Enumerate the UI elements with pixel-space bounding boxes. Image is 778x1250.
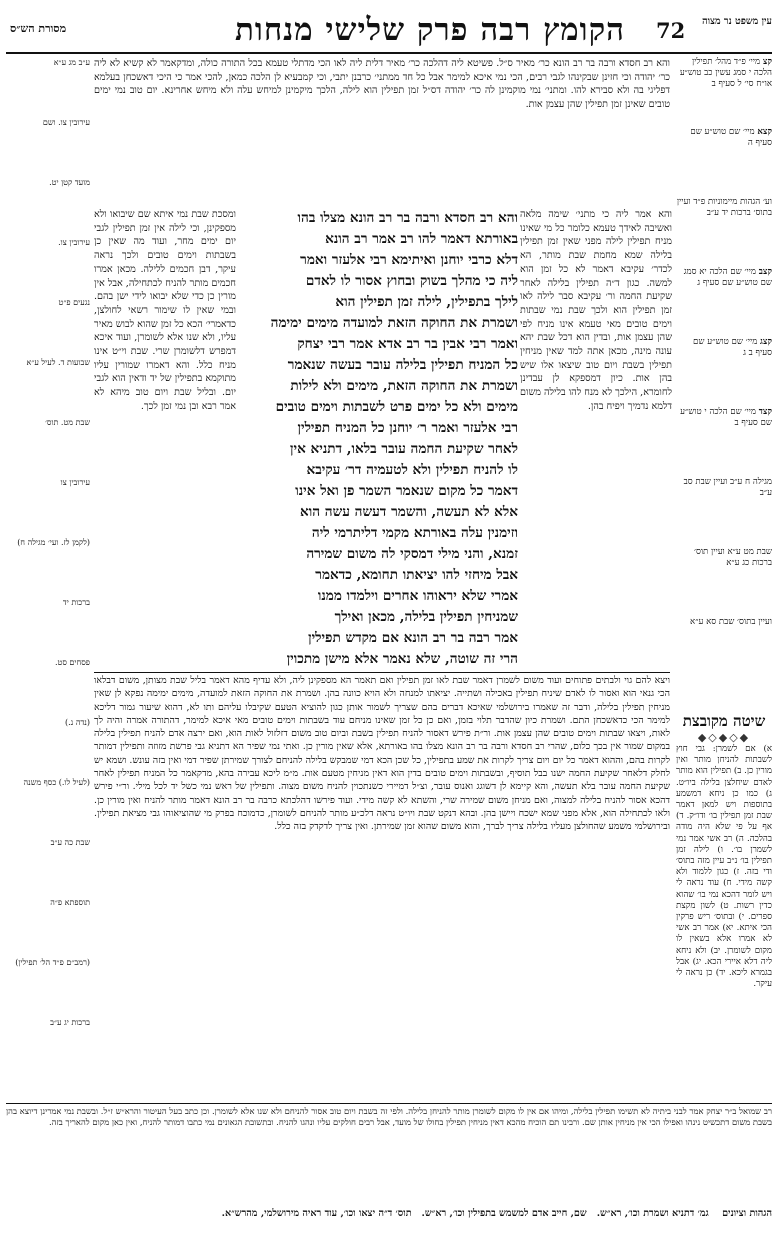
- tosafot-column-text: ומסכת שבת נמי איתא שם שיבואו ולא מספקינן, וכי לילה אין זמן תפילין לגבי יום ימים מחר, ועוד מה שאין כן בשבתות וימים טובים ולכך נראה עיקר, דבן חכמים ללילה. מכאן אמרו חכמים מותר להניח לכתחילה, אבל אין מורין כן כדי שלא יבואו לידי ישן בהם. ובמי שאין לו שימור רשאי לחולצן, כדאמרי׳ הכא כל זמן שהוא לבוש מאיר עליו, ולא שנו אלא לשומרן, ועוד איכא דמפרש דלשומרן שרי. שבת וי״ט אינו מניח כלל. והא דאמרו שמורין עליו מתוקמא בתפילין של יד ודאין הוא לגבי יום. ובליל שבת ויום טוב מיהא לא אמר רבא ובן נמי זמן לכך.: [94, 209, 236, 412]
- bottom-notes: רב שמואל ב״ר יצחק אמר לבני ביתיה לא תשימו תפילין בלילה, ומיהו אם אין לו מקום לשומרן מותר להניחן בלילה. ולפי זה בשבת ויום טוב אסור להניחם ולא שנו אלא לשומרן. וכן כתב בעל העיטור והרא״ש ז״ל. ובשבת נמי אמרינן דיוצא בהן בשבת משום דתכשיט נינהו ואפילו הכי אין מניחין אותן שם. ורבינו תם הוכיח מהכא דאין מניחין תפילין בחולו של מועד, אבל רבים חולקים עליו ונהגו להניח. ובתשובת הגאונים נמי כתבו דמותר להניח, ואין כאן מקום להאריך בזה.: [6, 1106, 772, 1127]
- masoret-reference: ברכות יד: [62, 598, 90, 607]
- header-rule: [6, 52, 772, 54]
- gemara-line: לו להניח תפילין ולא לטעמיה דר׳ עקיבא: [306, 462, 518, 478]
- masoret-reference: (לעיל לו.) כסף משנה: [23, 778, 90, 787]
- gemara-line: רבי אלעזר ואמר ר׳ יוחנן כל המניח תפילין: [297, 420, 518, 436]
- ein-mishpat-text: מגילה ח ע״ב ועיין שבת סב ע״ב: [683, 477, 772, 499]
- hagahot-footer: [6, 1208, 772, 1219]
- ein-mishpat-entry: [676, 617, 772, 628]
- ein-mishpat-code: קצב: [758, 267, 772, 277]
- lower-commentary-text: ויצא להם גוי ולבתים פתוחים ועוד משום לשמרן דאמר שבת לאו זמן תפילין ואם תאמר הא מספקינן ליה, ולא עדיף מהא דאמר בליל שבת מצותן, משום דבלאו הכי גנאי הוא ואסור לו לאדם שיניח תפילין באכילה ושתייה. יציאתו למנחה ולא הויא כוונה בהן. ושמרת את החוקה הזאת למועדה, מימים ימימה נפקא לן שאין מניחין תפילין בלילה, ודבר זה שאמרו בירושלמי שאיכא דברים בהם שצריך לשמור אותן כגון להוציא הטעם שקיבלו עליהם ותו לא, דהוא שיעור גמור דליכא למימר הכי כדאשכחן התם. ושמרת כיון שהדבר תלוי בזמן, ואם כן כל זמן שאינו מניחם עוד בשבתות וימים טובים מאי איכא למימר, דהתורה אמרה והיה לך לאות, ויצאו שבתות וימים טובים שהן עצמן אות. ור״ת פירש דאסור להניח תפילין בשבת וביום טוב משום דזלזול לאות הוא, ואם ירצה אדם להניח תפילין בלילה במקום שמור אין בכך כלום, שהרי רב חסדא ורבה בר רב הונא מצלו בהו באורתא, אלא שאין מורין כן. ואתי נמי שפיר הא דתניא גבי פרשת מזוזה ותפילין דמותר לקרות בהם, וההוא דאמר כל יום ויום צריך לקרות את שמע בתפילין, כל שכן הכא דמי שמבקש בלילה להניחם לצורך שמירתן שפיר דמי ואין בזה עונש. ושמא יש לחלק דלאחר שקיעת החמה ישנו בבל תוסיף, ובשבתות וימים טובים בדין הוא דאין מניחין מטעם אות. מ״מ ליכא עבירה בהא, מדקאמר כל המניח תפילין לאחר שקיעת החמה עובר בלא תעשה, והא קיימא לן דשוגג ואנוס עובר, וצ״ל דמיירי כשנתכוין להניח משום מצוה. ותפילין של ראש נמי כשל יד לכל מילי. ור״י פירש דהכא אסור להניח בלילה למצוה, ואם מניחן משום שמירה שרי, והשתא לא קשה מידי. ועוד פירשו דהלכתא כרבה בר רב הונא דאמר מותר להניח ואין מורין כן. ולאו לכתחילה הוא, אלא מפני שמא ישכח ויישן בהן. ובהא דנקט שבת ויו״ט נראה דלכ״ע מותר להניחם לשומרן, כדמוכח בפרק מי שהוציאוהו גבי מציאת תפילין. ובירושלמי משמע שהחולצן מעליו בלילה צריך לברך, והוא משום שהוא זמן שמירתן. ואין צריך לדקדק בזה כלל.: [94, 675, 670, 833]
- gemara-line: מימים ולא כל ימים פרט לשבתות וימים טובים: [275, 399, 518, 415]
- notes-divider: [6, 1103, 772, 1104]
- ein-mishpat-label: עין משפט נר מצוה: [702, 16, 772, 27]
- shita-title: שיטה מקובצת: [682, 712, 766, 730]
- rashi-column-text: והא אמר ליה כי מתני׳ שימה מלאה ואשיבה לאידך טעמא כלומר כל מי שאינו מניח תפילין לילה מפני שאין זמן תפילין בלילה שמא מחמת שבת מותר, הא לכדר׳ עקיבא דאמר לא כל זמן הוא למשה. כגון ד״ה תפילין בלילה לאחר שקיעת החמה ור׳ עקיבא סבר לילה לאו זמן תפילין הוא ולכך שבת נמי שבתות וימים טובים מאי טעמא אינו מניח לפי שהן עצמן אות, ובדין הוא דכל שבת יהא עונה מינה, מכאן אתה למד שאין מניחין תפילין בשבת ויום טוב שיצאו אלו שיש בהן אות. כיון דמספקא לן עבדינן לחומרא, הילכך לא מנח להו בלילה משום דלמא נדמיך ויפיח בהן.: [520, 209, 672, 412]
- section-divider: [94, 672, 670, 673]
- ein-mishpat-code: קצד: [758, 407, 772, 417]
- gemara-line: דלא כרבי יוחנן ואיתימא רבי אלעזר ואמר: [300, 252, 518, 268]
- masoret-reference: פסחים סט.: [54, 658, 90, 667]
- ein-mishpat-code: קצג: [760, 337, 772, 347]
- top-commentary: [94, 57, 670, 207]
- ein-mishpat-text: מיי׳ שם הלכה י טוש״ע שם סעיף ב: [680, 407, 772, 429]
- ornament-divider: ◆◇◆◇◆: [697, 731, 751, 744]
- ein-mishpat-entry: [676, 57, 772, 91]
- gemara-line: באורתא דאמר להו רב אמר רב הונא: [325, 231, 518, 247]
- ein-mishpat-entry: [676, 197, 772, 219]
- gemara-line: זמנא, והני מילי דמסקי לה משום שמירה: [306, 546, 518, 562]
- gemara-line: כל המניח תפילין בלילה עובר בעשה שנאמר: [287, 357, 518, 373]
- ein-mishpat-margin: [676, 57, 772, 707]
- gemara-line: ואמר רבי אבין בר רב אדא אמר רבי יצחק: [297, 336, 518, 352]
- gemara-line: ושמרת את החוקה הזאת למועדה מימים ימימה: [270, 315, 518, 331]
- gemara-line: ושמרת את החוקה הזאת, מימים ולא לילות: [290, 378, 518, 394]
- masoret-reference: ע״ב מג ע״א: [53, 58, 90, 67]
- ein-mishpat-entry: [676, 477, 772, 499]
- ein-mishpat-entry: [676, 547, 772, 569]
- masoret-reference: (לקמן לז. ועי׳ מגילה ח): [17, 538, 90, 547]
- masoret-reference: שבת מט. תוס׳: [45, 418, 90, 427]
- shita-mekubetzet: [676, 712, 772, 1102]
- ein-mishpat-text: מיי׳ שם טוש״ע שם סעיף ב ג: [693, 337, 772, 359]
- top-commentary-text: והא רב חסדא ורבה בר רב הונא כר׳ מאיר ס״ל. פשיטא ליה דהלכה כר׳ מאיר דלית ליה לאו הכי מדתלי טעמא בכל התורה כולה, ומדקאמר לא קשיא לא ליה כר׳ יהודה וכי חזינן שבקינהו לגבי רבים, הכי נמי איכא למימר אבל כל חד ממתני׳ כרבנן יתבי, וכי קמבעיא לן הלכה כמאן, להכי אמר כי היכי דאשכחן בעלמא דפליגי בה ולא סבירא להו. ומתני׳ נמי מוקמינן לה כר׳ יהודה דס״ל זמן תפילין הוא לילה, הלכך מיקמינן למיחש עלה ולא מיחש אחרינא. יום טוב נמי ימים טובים שאינן זמן תפילין שהן עצמן אות.: [94, 58, 670, 111]
- gemara-line: אלא לא תעשה, והשמר דעשה עשה הוא: [300, 504, 518, 520]
- gemara-line: לילך בתפילין, לילה זמן תפילין הוא: [335, 294, 518, 310]
- ein-mishpat-text: ועיין בתוס׳ שבת סא ע״א: [690, 617, 772, 627]
- gemara-line: וזימנין עלה באורתא מקמי דליתרמי ליה: [311, 525, 518, 541]
- ein-mishpat-entry: [676, 127, 772, 149]
- masoret-reference: עירובין צו: [60, 478, 90, 487]
- masoret-reference: שבת כה ע״ב: [50, 838, 90, 847]
- rashi-column: [520, 208, 672, 672]
- masoret-hashas-margin: [6, 57, 90, 1102]
- masoret-reference: (רמב״ם פ״ד הל׳ תפילין): [15, 958, 90, 967]
- ein-mishpat-text: וע׳ הגהות מיימוניות פ״ד ועיין בתוס׳ ברכות יד ע״ב: [676, 197, 772, 219]
- main-gemara-text: [238, 208, 518, 672]
- gemara-line: אבל מיחזי להו יציאתו תחומא, כדאמר: [315, 567, 518, 583]
- shita-body: א) אם לשמרן: גבי חוץ לשבתות להניחן מותר ואין מורין כן. ב) תפילין הוא מותר לאדם שיחלצן בלילה ביו״ט. ג) כמו כן ניחא דמשמע בתוספות ויש למאן דאמר שבת זמן תפילין בו׳ ודו״ק. ד) אף על פי שלא היה מודה בהלכה. ה) רב אשי אמר נמי לשמרן בו׳. ו) לילה זמן תפילין בו׳ נ״ב עיין מזה בתוס׳ ודי בזה. ז) כגון ללמוד ולא קשה מידי. ח) עוד נראה לי ויש לומר דהכא נמי בו׳ שהוא כדין רשות. ט) לשון מקצת ספרים. י) ובתוס׳ ריש פרקין הכי איתא. יא) אמר רב אשי לא אמרו אלא בשאין לו מקום לשומרן. יב) ולא ניחא ליה דלא איירי הכא. יג) אבל בגמרא ליכא. יד) כן נראה לי עיקר.: [676, 744, 772, 990]
- gemara-line: אמר רבה בר רב הונא אם מקדש תפילין: [308, 630, 518, 646]
- masoret-reference: נגעים פ״ט: [58, 298, 90, 307]
- page-title: הקומץ רבה פרק שלישי מנחות: [234, 12, 626, 48]
- ein-mishpat-entry: [676, 337, 772, 359]
- footer-note: שם, חייב אדם למשמש בתפילין וכו׳, רא״ש.: [421, 1208, 587, 1219]
- gemara-line: לאחר שקיעת החמה עובר בלאו, דתניא אין: [290, 441, 518, 457]
- masoret-reference: מועד קטן יט.: [49, 178, 90, 187]
- ein-mishpat-entry: [676, 407, 772, 429]
- ein-mishpat-text: שבת מט ע״א ועיין תוס׳ ברכות כג ע״א: [693, 547, 772, 569]
- ein-mishpat-code: קצ: [762, 57, 772, 67]
- masoret-reference: תוספתא פ״ה: [50, 898, 90, 907]
- gemara-line: ליה כי מהלך בשוק ובחוץ אסור לו לאדם: [305, 273, 518, 289]
- masoret-reference: שבועות ד. לעיל ע״א: [26, 358, 90, 367]
- footer-label: הגהות וציונים: [722, 1208, 772, 1219]
- ein-mishpat-entry: [676, 267, 772, 289]
- gemara-line: והא רב חסדא ורבה בר רב הונא מצלו בהו: [297, 210, 518, 226]
- gemara-line: הרי זה שוטה, שלא נאמר אלא מישן מתכוין: [286, 651, 518, 667]
- tosafot-column: [94, 208, 236, 672]
- ein-mishpat-code: קצא: [757, 127, 772, 137]
- ein-mishpat-text: מיי׳ פ״ד מהל׳ תפילין הלכה י סמג עשין כב טוש״ע או״ח סי׳ ל סעיף ב: [679, 57, 772, 90]
- page-number: 72: [656, 18, 686, 43]
- footer-note: גמ׳ דתניא ושמרת וכו׳, רא״ש.: [596, 1208, 709, 1219]
- lower-commentary: [94, 674, 670, 1102]
- ein-mishpat-text: מיי׳ שם טוש״ע שם סעיף ה: [690, 127, 772, 149]
- masoret-hashas-label: מסורת הש״ס: [10, 22, 67, 35]
- gemara-line: שמניחין תפילין בלילה, מכאן ואילך: [334, 609, 518, 625]
- masoret-reference: עירובין צו. ושם: [42, 118, 90, 127]
- ein-mishpat-text: מיי׳ שם הלכה יא סמג שם טוש״ע שם סעיף ג: [683, 267, 772, 289]
- footer-note: תוס׳ ד״ה יצאו וכו׳, עוד ראיה מירושלמי, מהרש״א.: [221, 1208, 412, 1219]
- masoret-reference: (נדה נ.): [65, 718, 90, 727]
- gemara-line: אמרי שלא יראוהו אחרים וילמדו ממנו: [317, 588, 518, 604]
- masoret-reference: ברכות יג ע״ב: [50, 1018, 90, 1027]
- gemara-line: דאמר כל מקום שנאמר השמר פן ואל אינו: [295, 483, 518, 499]
- masoret-reference: עירובין צו.: [58, 238, 90, 247]
